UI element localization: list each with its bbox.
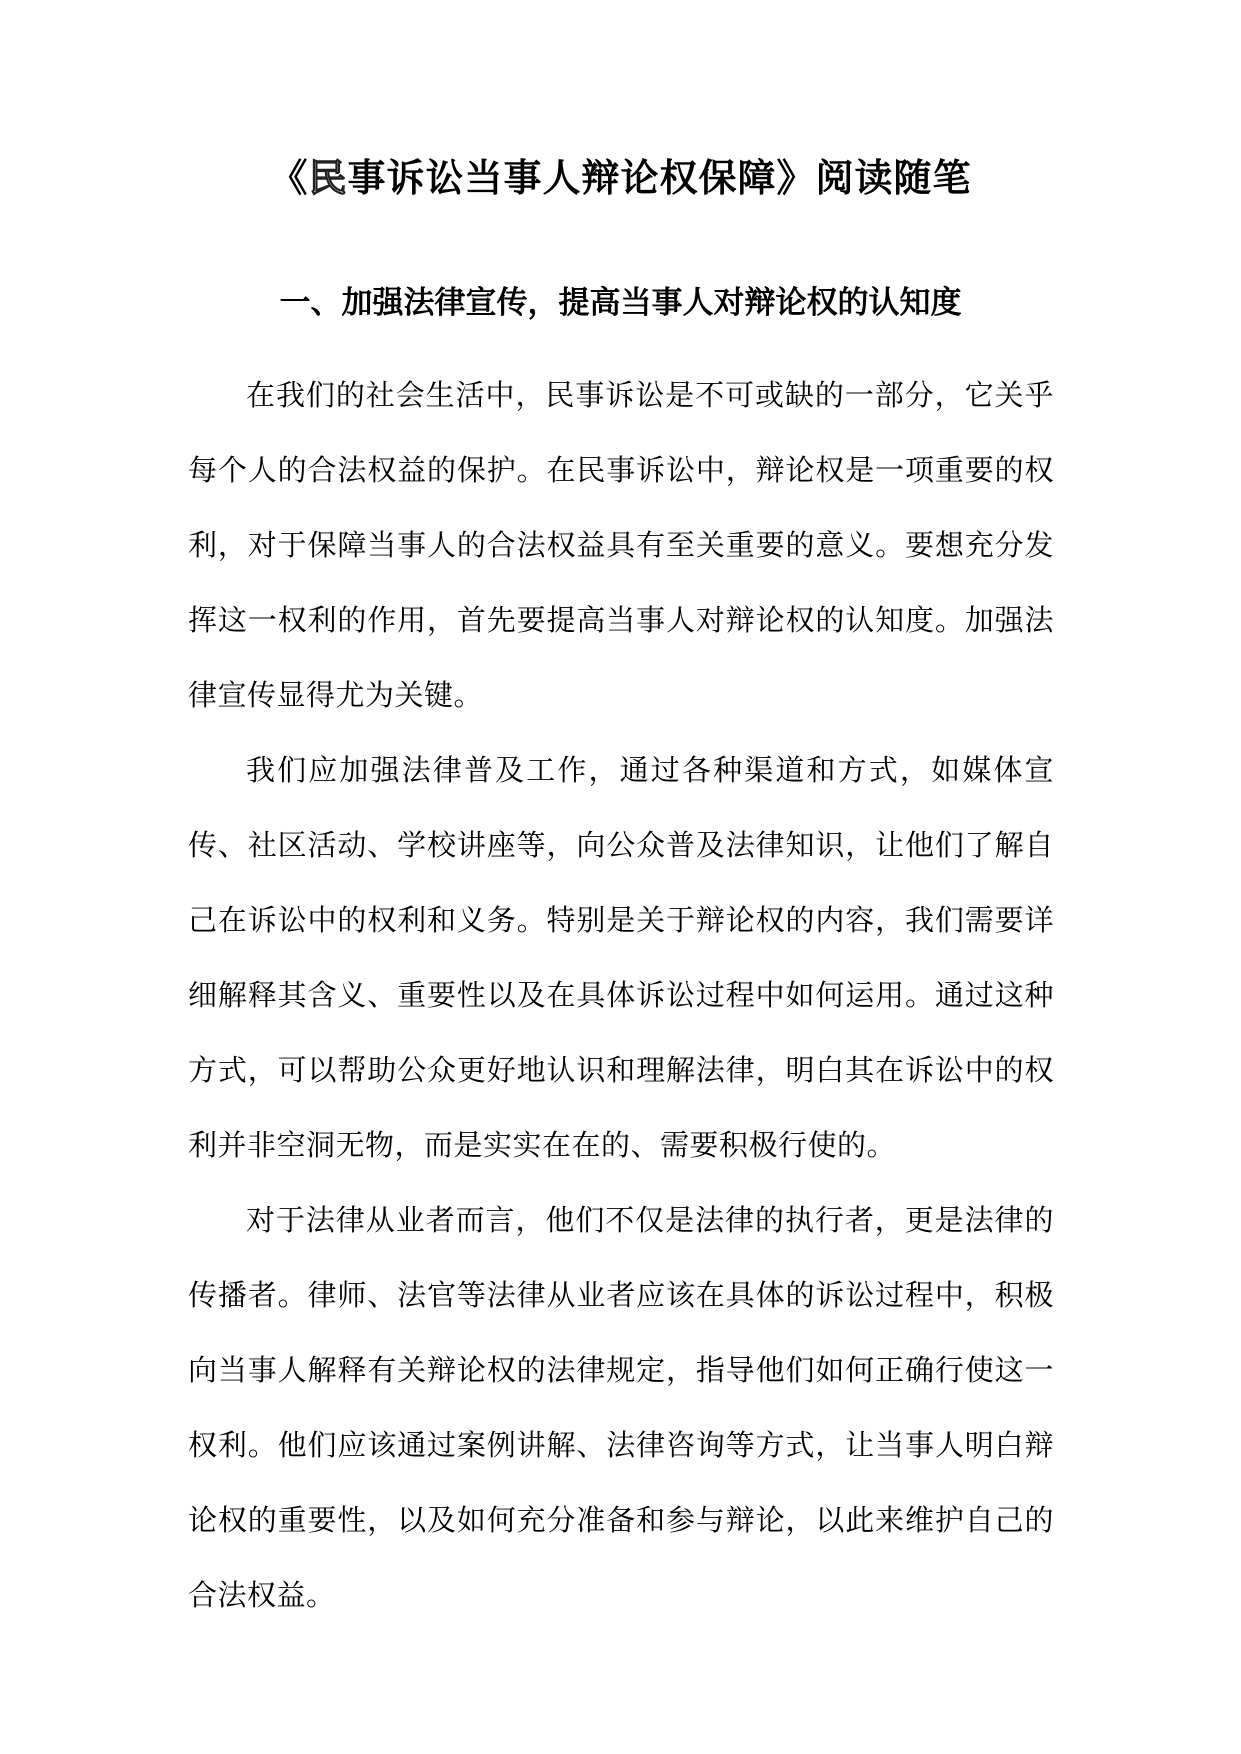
paragraph-1: 在我们的社会生活中，民事诉讼是不可或缺的一部分，它关乎每个人的合法权益的保护。在民事诉讼中，辩论权是一项重要的权利，对于保障当事人的合法权益具有至关重要的意义。要想充分发挥这一权利的作用，首先要提高当事人对辩论权的认知度。加强法律宣传显得尤为关键。	[188, 378, 1054, 712]
paragraph-2: 我们应加强法律普及工作，通过各种渠道和方式，如媒体宣传、社区活动、学校讲座等，向公众普及法律知识，让他们了解自己在诉讼中的权利和义务。特别是关于辩论权的内容，我们需要详细解释其含义、重要性以及在具体诉讼过程中如何运用。通过这种方式，可以帮助公众更好地认识和理解法律，明白其在诉讼中的权利并非空洞无物，而是实实在在的、需要积极行使的。	[188, 753, 1054, 1162]
body-text	[188, 358, 1054, 1633]
section-heading: 一、加强法律宣传，提高当事人对辩论权的认知度	[279, 285, 962, 321]
title-outline-char: 民	[308, 156, 348, 200]
document-title	[0, 150, 1241, 206]
paragraph-3: 对于法律从业者而言，他们不仅是法律的执行者，更是法律的传播者。律师、法官等法律从业者应该在具体的诉讼过程中，积极向当事人解释有关辩论权的法律规定，指导他们如何正确行使这一权利。他们应该通过案例讲解、法律咨询等方式，让当事人明白辩论权的重要性，以及如何充分准备和参与辩论，以此来维护自己的合法权益。	[188, 1203, 1054, 1612]
title-open-bracket: 《	[269, 156, 309, 200]
title-rest: 事诉讼当事人辩论权保障》阅读随笔	[347, 156, 972, 200]
